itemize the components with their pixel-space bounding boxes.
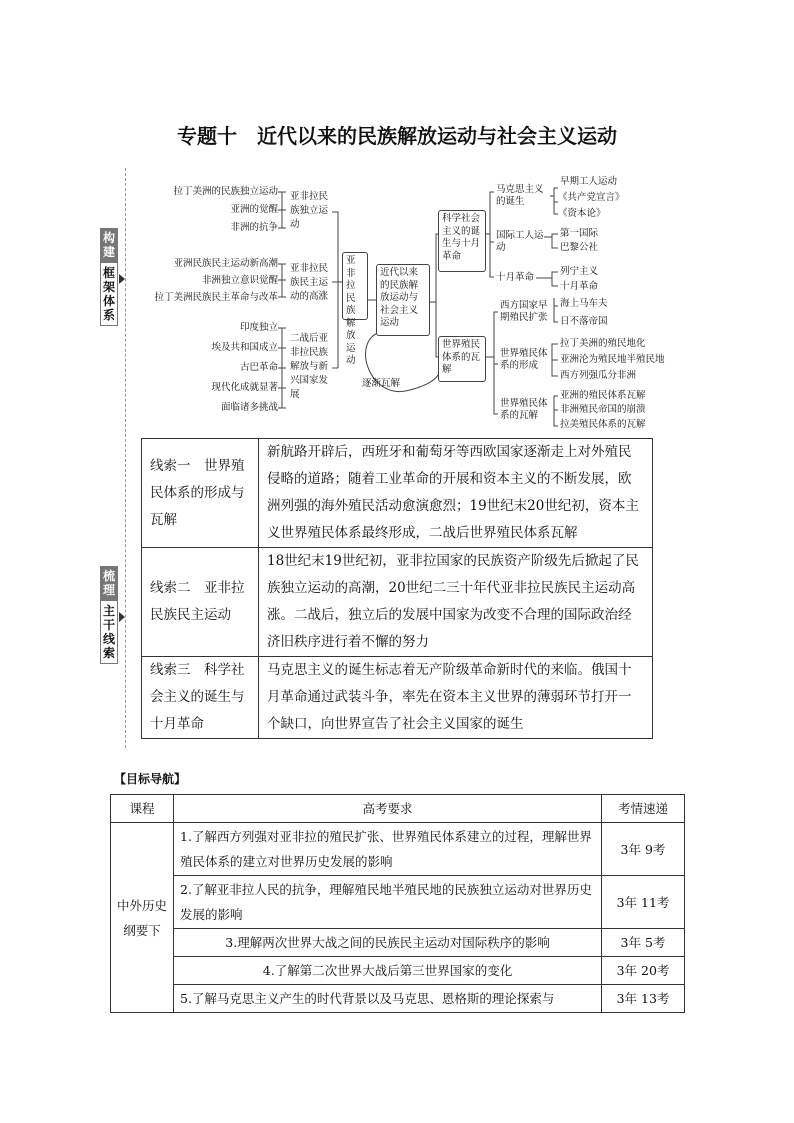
mm-node: 面临诸多挑战 bbox=[220, 402, 278, 413]
section-tag-threads bbox=[100, 566, 118, 664]
mm-node: 拉丁美洲的民族独立运动 bbox=[173, 186, 278, 197]
stat-cell: 3年 11考 bbox=[602, 876, 685, 929]
mm-node: 世界殖民体系的形成 bbox=[500, 348, 548, 371]
table-row bbox=[142, 439, 653, 548]
requirement-cell: 5.了解马克思主义产生的时代背景以及马克思、恩格斯的理论探索与 bbox=[174, 985, 602, 1013]
tag-bottom: 框架体系 bbox=[100, 262, 118, 326]
mm-group-label: 亚非拉民族独立运动 bbox=[290, 191, 329, 230]
mm-node: 拉丁美洲民族民主革命与改革 bbox=[154, 292, 278, 303]
column-header: 课程 bbox=[111, 795, 174, 823]
stat-cell: 3年 13考 bbox=[602, 985, 685, 1013]
clue-key: 线索三 科学社会主义的诞生与十月革命 bbox=[142, 657, 259, 739]
mm-leaf: 日不落帝国 bbox=[560, 316, 608, 327]
mm-leaf: 列宁主义 bbox=[560, 266, 599, 277]
mm-node: 现代化成就显著 bbox=[211, 382, 278, 393]
mm-leaf: 拉丁美洲的殖民地化 bbox=[560, 338, 646, 349]
clue-key: 线索二 亚非拉民族民主运动 bbox=[142, 548, 259, 657]
mm-leaf: 海上马车夫 bbox=[560, 298, 608, 309]
tag-top: 构建 bbox=[100, 228, 118, 262]
mm-node: 十月革命 bbox=[496, 272, 535, 283]
section-tag-framework bbox=[100, 228, 118, 326]
arrow-right-icon bbox=[119, 274, 125, 284]
mm-box: 科学社会主义的诞生与十月革命 bbox=[438, 210, 486, 272]
mm-node: 西方国家早期殖民扩张 bbox=[500, 300, 548, 323]
table-row bbox=[111, 929, 685, 957]
mm-leaf: 西方列强瓜分非洲 bbox=[560, 370, 637, 381]
clue-table bbox=[141, 438, 653, 739]
column-header: 考情速递 bbox=[602, 795, 685, 823]
mm-leaf: 巴黎公社 bbox=[560, 242, 599, 253]
mm-node: 世界殖民体系的瓦解 bbox=[500, 398, 548, 421]
table-row bbox=[111, 957, 685, 985]
mm-node: 亚洲民族民主运动新高潮 bbox=[173, 258, 278, 269]
mm-leaf: 亚洲沦为殖民地半殖民地 bbox=[560, 354, 665, 365]
requirement-cell: 1.了解西方列强对亚非拉的殖民扩张、世界殖民体系建立的过程，理解世界殖民体系的建立对世界历史发展的影响 bbox=[174, 823, 602, 876]
table-row bbox=[111, 985, 685, 1013]
mm-leaf: 拉美殖民体系的瓦解 bbox=[560, 419, 646, 430]
mm-leaf: 《资本论》 bbox=[558, 208, 606, 219]
mm-leaf: 亚洲的殖民体系瓦解 bbox=[560, 390, 646, 401]
mm-node: 马克思主义的诞生 bbox=[496, 184, 544, 207]
table-row bbox=[111, 823, 685, 876]
mm-group-label: 二战后亚非拉民族解放与新兴国家发展 bbox=[290, 333, 329, 400]
goals-heading: 【目标导航】 bbox=[114, 772, 187, 786]
stat-cell: 3年 9考 bbox=[602, 823, 685, 876]
arrow-right-icon bbox=[119, 612, 125, 622]
table-row bbox=[142, 657, 653, 739]
mm-leaf: 第一国际 bbox=[560, 228, 599, 239]
mm-box: 世界殖民体系的瓦解 bbox=[438, 336, 486, 382]
mm-node: 国际工人运动 bbox=[496, 230, 544, 253]
table-header-row bbox=[111, 795, 685, 823]
table-row bbox=[142, 548, 653, 657]
clue-text: 新航路开辟后，西班牙和葡萄牙等西欧国家逐渐走上对外殖民侵略的道路；随着工业革命的开展和资本主义的不断发展，欧洲列强的海外殖民活动愈演愈烈；19世纪末20世纪初，资本主义世界殖民体系最终形成，二战后世界殖民体系瓦解 bbox=[259, 439, 653, 548]
stat-cell: 3年 5考 bbox=[602, 929, 685, 957]
clue-key: 线索一 世界殖民体系的形成与瓦解 bbox=[142, 439, 259, 548]
course-cell: 中外历史纲要下 bbox=[111, 823, 174, 1013]
mm-node: 埃及共和国成立 bbox=[211, 342, 278, 353]
table-row bbox=[111, 876, 685, 929]
mm-leaf: 《共产党宣言》 bbox=[558, 192, 625, 203]
mm-box: 亚非拉民族解放运动 bbox=[342, 252, 368, 320]
clue-text: 马克思主义的诞生标志着无产阶级革命新时代的来临。俄国十月革命通过武装斗争，率先在资本主义世界的薄弱环节打开一个缺口，向世界宣告了社会主义国家的诞生 bbox=[259, 657, 653, 739]
requirement-cell: 4.了解第二次世界大战后第三世界国家的变化 bbox=[174, 957, 602, 985]
tag-top: 梳理 bbox=[100, 566, 118, 600]
clue-text: 18世纪末19世纪初，亚非拉国家的民族资产阶级先后掀起了民族独立运动的高潮，20世纪二三十年代亚非拉民族民主运动高涨。二战后，独立后的发展中国家为改变不合理的国际政治经济旧秩序进行着不懈的努力 bbox=[259, 548, 653, 657]
requirement-cell: 2.了解亚非拉人民的抗争，理解殖民地半殖民地的民族独立运动对世界历史发展的影响 bbox=[174, 876, 602, 929]
goals-table bbox=[110, 794, 685, 1013]
page-title: 专题十 近代以来的民族解放运动与社会主义运动 bbox=[177, 124, 617, 148]
mind-map bbox=[140, 172, 690, 434]
section-divider bbox=[125, 168, 126, 748]
requirement-cell: 3.理解两次世界大战之间的民族民主运动对国际秩序的影响 bbox=[174, 929, 602, 957]
tag-bottom: 主干线索 bbox=[100, 600, 118, 664]
mm-group-label: 亚非拉民族民主运动的高涨 bbox=[290, 263, 329, 302]
mm-node: 印度独立 bbox=[239, 322, 278, 333]
mm-node: 亚洲的觉醒 bbox=[230, 204, 278, 215]
mm-node: 非洲独立意识觉醒 bbox=[201, 275, 278, 286]
mm-leaf: 十月革命 bbox=[560, 281, 599, 292]
mm-node: 非洲的抗争 bbox=[230, 222, 278, 233]
stat-cell: 3年 20考 bbox=[602, 957, 685, 985]
mm-node: 古巴革命 bbox=[239, 362, 278, 373]
mm-leaf: 早期工人运动 bbox=[560, 176, 618, 187]
mm-note: 逐渐瓦解 bbox=[362, 378, 401, 389]
column-header: 高考要求 bbox=[174, 795, 602, 823]
mm-box: 近代以来的民族解放运动与社会主义运动 bbox=[376, 264, 430, 336]
mm-leaf: 非洲殖民帝国的崩溃 bbox=[560, 404, 646, 415]
